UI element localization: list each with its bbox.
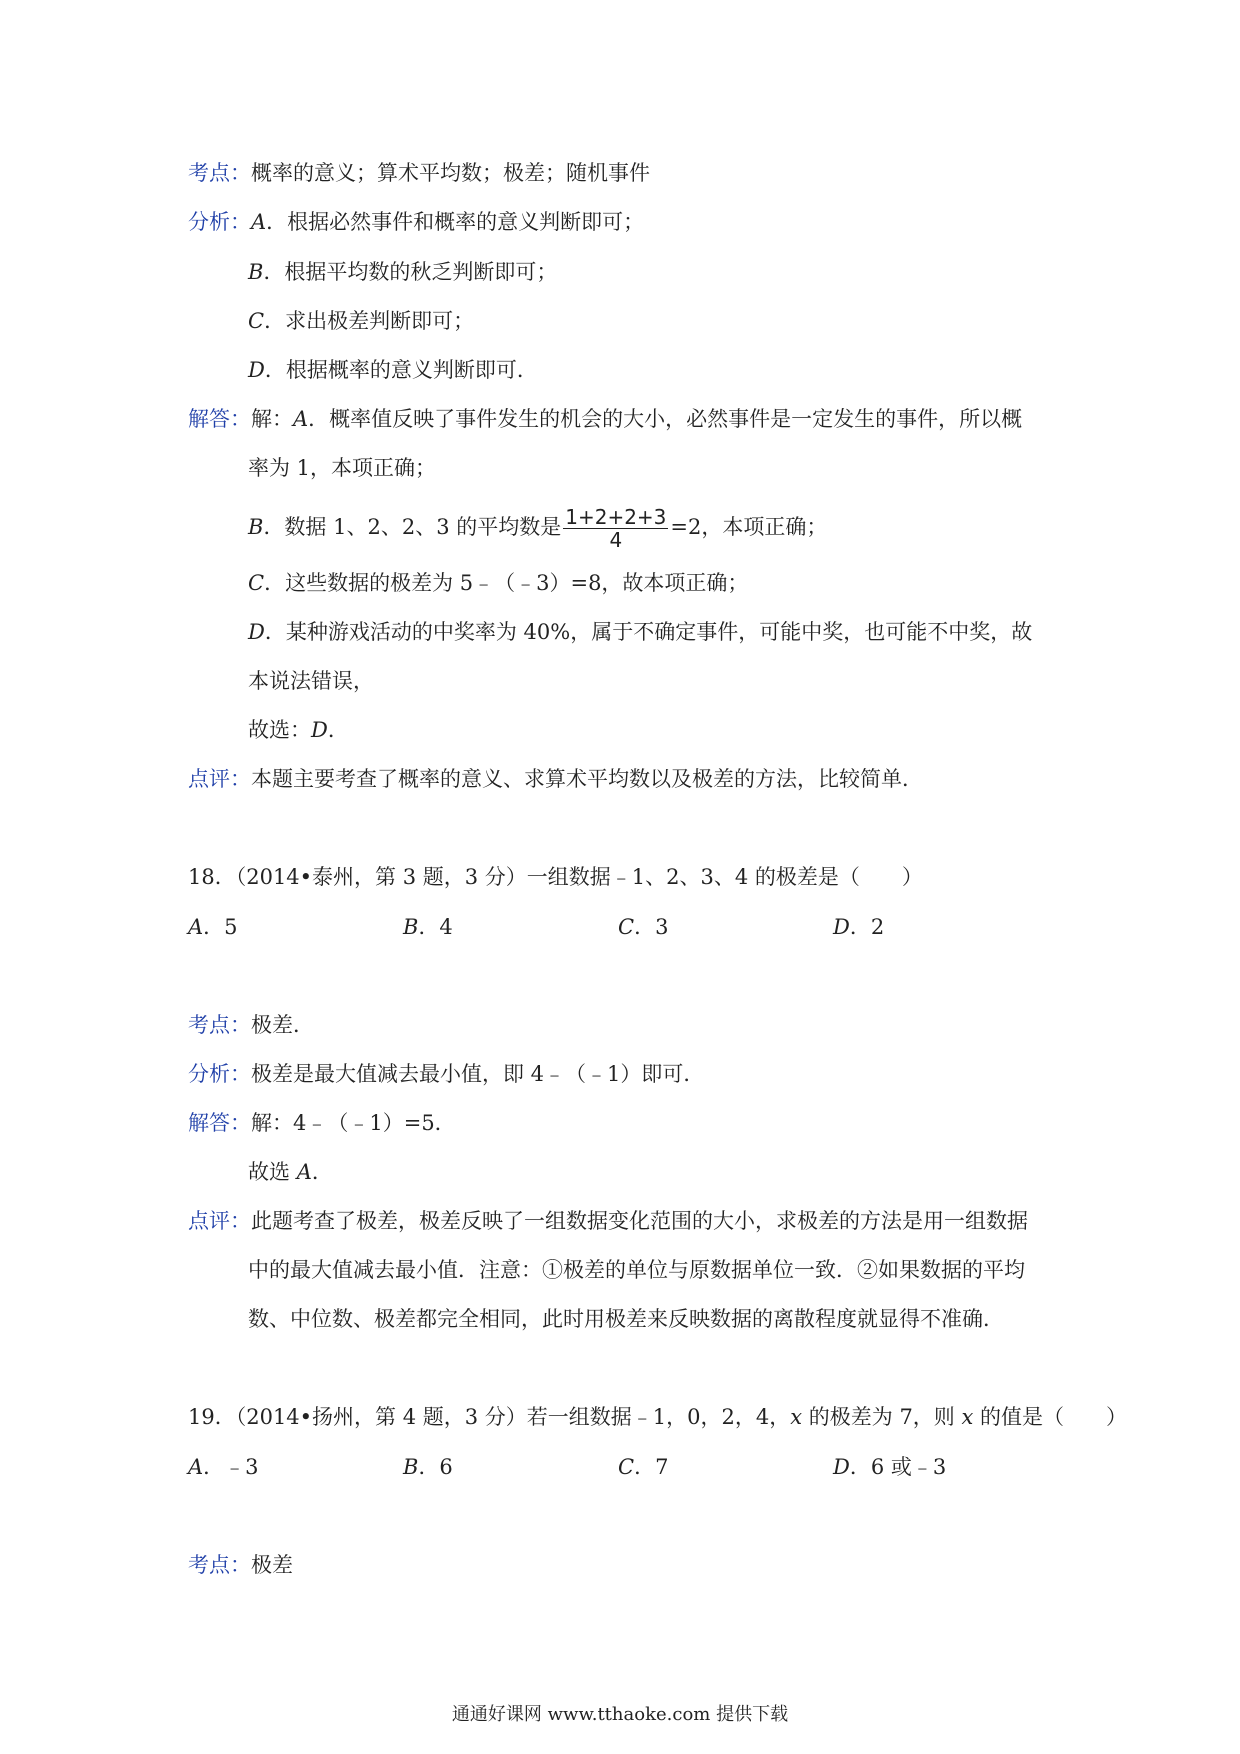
variable-x: x xyxy=(790,1405,803,1429)
option-letter-b: B xyxy=(248,515,264,539)
fenxi-label: 分析： xyxy=(188,210,251,234)
dianping-text: 本题主要考查了概率的意义、求算术平均数以及极差的方法，比较简单． xyxy=(251,767,923,791)
option-letter: C xyxy=(618,1455,635,1479)
jieda-line-a2 xyxy=(248,453,436,483)
q19-option-b xyxy=(403,1452,453,1482)
fraction-numerator: 1+2+2+3 xyxy=(565,505,667,529)
q18-option-a xyxy=(188,912,238,942)
jieda-line-d2 xyxy=(248,666,374,696)
fenxi-line-a xyxy=(188,207,644,237)
jieda-prefix: 解： xyxy=(251,407,293,431)
jieda-a-text1: ．概率值反映了事件发生的机会的大小，必然事件是一定发生的事件，所以概 xyxy=(308,407,1023,431)
jieda-b-text-after: =2，本项正确； xyxy=(670,515,828,539)
q19-option-d xyxy=(833,1452,946,1482)
fenxi-line-b xyxy=(248,257,557,287)
guxuan-line xyxy=(248,715,349,745)
option-letter-d: D xyxy=(248,620,265,644)
jieda-line-a1 xyxy=(188,404,1022,434)
kaodian-label: 考点： xyxy=(188,1013,251,1037)
option-letter: A xyxy=(188,915,204,939)
jieda-label: 解答： xyxy=(188,1111,251,1135)
guxuan-text: 故选 xyxy=(248,1160,297,1184)
q18-dianping-line2 xyxy=(248,1255,1025,1285)
q18-option-c xyxy=(618,912,668,942)
q18-option-b xyxy=(403,912,453,942)
option-letter: D xyxy=(833,915,850,939)
question-19-stem xyxy=(188,1402,1127,1432)
question-stem-text: 18．（2014•泰州，第 3 题，3 分）一组数据﹣1、2、3、4 的极差是（ ） xyxy=(188,865,923,889)
dianping-label: 点评： xyxy=(188,767,251,791)
q18-option-d xyxy=(833,912,884,942)
fenxi-label: 分析： xyxy=(188,1062,251,1086)
guxuan-end: ． xyxy=(311,1160,333,1184)
jieda-d-text2: 本说法错误， xyxy=(248,669,374,693)
q19-option-c xyxy=(618,1452,668,1482)
dianping-text3: 数、中位数、极差都完全相同，此时用极差来反映数据的离散程度就显得不准确． xyxy=(248,1307,1004,1331)
kaodian-text: 概率的意义；算术平均数；极差；随机事件 xyxy=(251,161,650,185)
fenxi-line-d xyxy=(248,355,538,385)
kaodian-text: 极差． xyxy=(251,1013,314,1037)
option-text: ．6 或﹣3 xyxy=(849,1455,947,1479)
fenxi-c-text: ．求出极差判断即可； xyxy=(264,309,475,333)
option-letter: C xyxy=(618,915,635,939)
dianping-text1: 此题考查了极差，极差反映了一组数据变化范围的大小，求极差的方法是用一组数据 xyxy=(251,1209,1028,1233)
option-letter: B xyxy=(403,915,419,939)
stem-pre: 19．（2014•扬州，第 4 题，3 分）若一组数据﹣1，0，2，4， xyxy=(188,1405,791,1429)
option-text: ．﹣3 xyxy=(203,1455,259,1479)
answer-letter: A xyxy=(296,1160,312,1184)
jieda-text: 解：4﹣（﹣1）=5． xyxy=(251,1111,456,1135)
question-18-stem xyxy=(188,862,923,892)
jieda-b-text: ．数据 1、2、2、3 的平均数是 xyxy=(263,515,562,539)
option-letter-a: A xyxy=(251,210,267,234)
option-text: ．7 xyxy=(634,1455,669,1479)
q18-dianping-line3 xyxy=(248,1304,1004,1334)
fenxi-b-text: ．根据平均数的秋乏判断即可； xyxy=(263,260,558,284)
kaodian-line xyxy=(188,158,650,188)
option-letter-a: A xyxy=(293,407,309,431)
dianping-line xyxy=(188,764,923,794)
option-text: ．3 xyxy=(634,915,669,939)
q18-fenxi-line xyxy=(188,1059,704,1089)
dianping-text2: 中的最大值减去最小值．注意：①极差的单位与原数据单位一致．②如果数据的平均 xyxy=(248,1258,1025,1282)
jieda-line-d1 xyxy=(248,617,1032,647)
kaodian-text: 极差 xyxy=(251,1553,293,1577)
fenxi-a-text: ．根据必然事件和概率的意义判断即可； xyxy=(266,210,645,234)
q18-guxuan-line xyxy=(248,1157,333,1187)
variable-x: x xyxy=(961,1405,974,1429)
guxuan-text: 故选： xyxy=(248,718,311,742)
option-letter: D xyxy=(833,1455,850,1479)
fenxi-text: 极差是最大值减去最小值，即 4﹣（﹣1）即可． xyxy=(251,1062,705,1086)
stem-mid: 的极差为 7，则 xyxy=(802,1405,962,1429)
kaodian-label: 考点： xyxy=(188,161,251,185)
q19-kaodian-line xyxy=(188,1550,293,1580)
jieda-c-text: ．这些数据的极差为 5﹣（﹣3）=8，故本项正确； xyxy=(264,571,749,595)
fraction-denominator: 4 xyxy=(609,528,623,552)
fenxi-line-c xyxy=(248,306,474,336)
option-text: ．2 xyxy=(849,915,885,939)
guxuan-end: ． xyxy=(327,718,349,742)
option-letter-d: D xyxy=(248,358,265,382)
q19-option-a xyxy=(188,1452,259,1482)
footer-text: 通通好课网 www.tthaoke.com 提供下载 xyxy=(451,1704,789,1725)
fenxi-d-text: ．根据概率的意义判断即可． xyxy=(264,358,538,382)
q18-kaodian-line xyxy=(188,1010,314,1040)
answer-letter: D xyxy=(311,718,328,742)
dianping-label: 点评： xyxy=(188,1209,251,1233)
jieda-label: 解答： xyxy=(188,407,251,431)
jieda-a-text2: 率为 1，本项正确； xyxy=(248,456,437,480)
option-letter: B xyxy=(403,1455,419,1479)
jieda-line-b xyxy=(248,503,827,551)
option-text: ．5 xyxy=(203,915,238,939)
q18-dianping-line1 xyxy=(188,1206,1028,1236)
option-letter: A xyxy=(188,1455,204,1479)
jieda-line-c xyxy=(248,568,748,598)
stem-post: 的值是（ ） xyxy=(973,1405,1128,1429)
jieda-d-text1: ．某种游戏活动的中奖率为 40%，属于不确定事件，可能中奖，也可能不中奖，故 xyxy=(264,620,1033,644)
q18-jieda-line xyxy=(188,1108,456,1138)
option-letter-c: C xyxy=(248,309,265,333)
option-text: ．4 xyxy=(418,915,453,939)
option-letter-b: B xyxy=(248,260,264,284)
option-letter-c: C xyxy=(248,571,265,595)
mean-fraction xyxy=(563,506,668,551)
option-text: ．6 xyxy=(418,1455,453,1479)
page-footer xyxy=(0,1702,1240,1728)
kaodian-label: 考点： xyxy=(188,1553,251,1577)
